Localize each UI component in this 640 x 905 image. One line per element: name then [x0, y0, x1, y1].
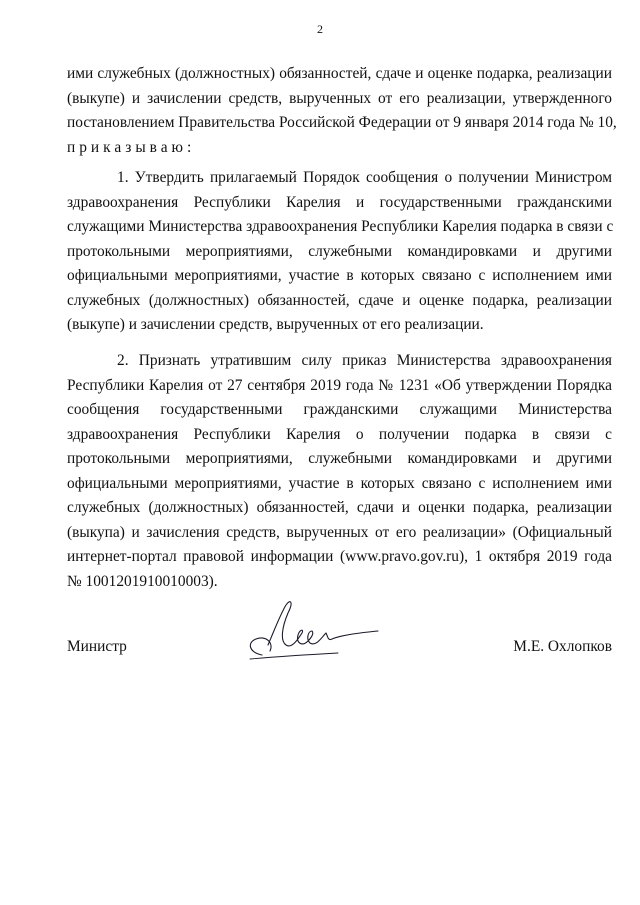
text-line: (выкупа) и зачисления средств, вырученных от его реализации» (Официальный	[67, 523, 612, 541]
text-line: № 1001201910010003).	[67, 572, 218, 590]
handwritten-signature	[242, 593, 382, 668]
text-line: здравоохранения Республики Карелия и государственными гражданскими	[67, 193, 612, 211]
text-line: протокольными мероприятиями, служебными командировками и другими	[67, 242, 612, 260]
text-line: ими служебных (должностных) обязанностей, сдаче и оценке подарка, реализации	[67, 65, 612, 82]
signature-block	[67, 638, 612, 668]
text-line: служащими Министерства здравоохранения Республики Карелия подарка в связи с	[67, 218, 614, 235]
signatory-name: М.Е. Охлопков	[513, 638, 612, 655]
text-line: служебных (должностных) обязанностей, сдачи и оценки подарка, реализации	[67, 499, 612, 516]
signatory-title: Министр	[67, 638, 127, 655]
intro-paragraph	[67, 62, 617, 160]
text-line: сообщения государственными гражданскими служащими Министерства	[67, 401, 612, 418]
text-line: здравоохранения Республики Карелия о получении подарка в связи с	[67, 425, 612, 443]
item-2-paragraph	[67, 349, 612, 594]
text-line: (выкупе) и зачислении средств, вырученных от его реализации.	[67, 316, 484, 333]
text-line: постановлением Правительства Российской Федерации от 9 января 2014 года № 10,	[67, 114, 617, 131]
text-line: Республики Карелия от 27 сентября 2019 года № 1231 «Об утверждении Порядка	[67, 376, 612, 394]
text-line: служебных (должностных) обязанностей, сдаче и оценке подарка, реализации	[67, 291, 612, 309]
text-line: интернет-портал правовой информации (www.pravo.gov.ru), 1 октября 2019 года	[67, 548, 612, 565]
order-word: приказываю:	[67, 138, 196, 156]
item-1-paragraph	[67, 166, 612, 338]
text-line: (выкупе) и зачислении средств, вырученных от его реализации, утвержденного	[67, 89, 612, 107]
text-line: официальными мероприятиями, участие в которых связано с исполнением ими	[67, 474, 612, 492]
page-number: 2	[317, 22, 323, 36]
text-line: протокольными мероприятиями, служебными командировками и другими	[67, 450, 612, 467]
text-line: официальными мероприятиями, участие в которых связано с исполнением ими	[67, 267, 612, 284]
text-line: 1. Утвердить прилагаемый Порядок сообщения о получении Министром	[117, 169, 612, 186]
text-line: 2. Признать утратившим силу приказ Министерства здравоохранения	[117, 352, 612, 369]
